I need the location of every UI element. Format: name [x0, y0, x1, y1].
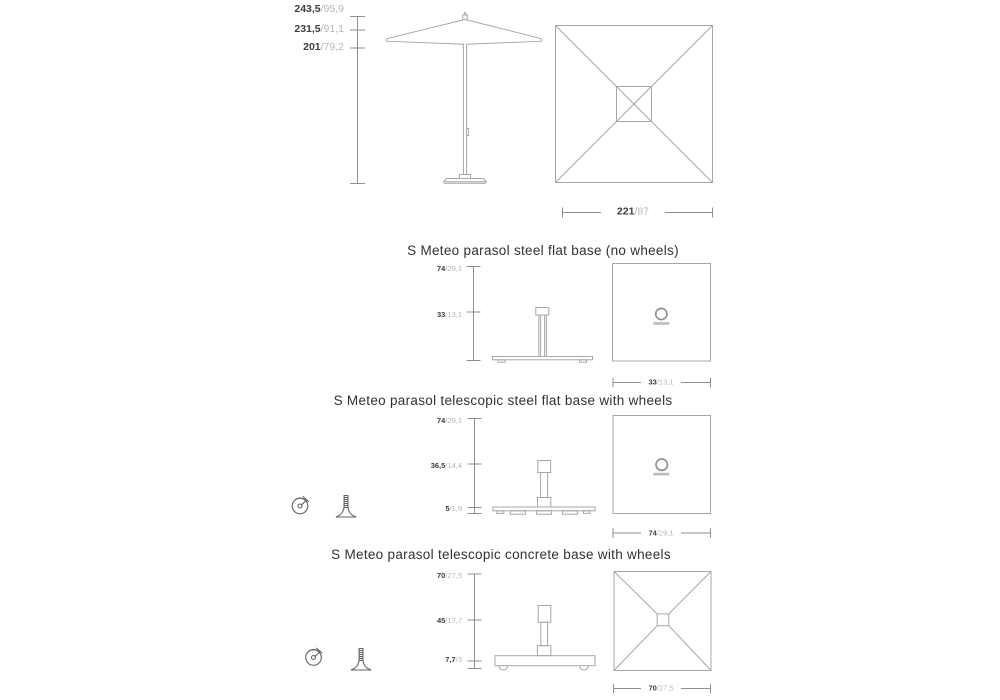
foot-pedal-icon	[336, 496, 356, 518]
base-dimension-label: 74/29,1	[436, 264, 462, 273]
parasol-height-dimension-line	[350, 17, 365, 184]
height-dimension-label: 243,5/95,9	[294, 3, 344, 15]
section2-height-dimension-line	[468, 419, 482, 514]
section3-height-dimension-line	[468, 574, 482, 669]
section1-height-dimension-line	[467, 267, 481, 361]
section1-base-side-view	[493, 308, 593, 363]
base-width-label: 33/13,1	[648, 377, 674, 387]
base-dimension-label: 45/17,7	[436, 616, 462, 625]
section-title: S Meteo parasol telescopic concrete base with wheels	[331, 547, 671, 562]
base-dimension-label: 74/29,1	[436, 416, 462, 425]
caster-wheel-icon	[292, 496, 309, 513]
section-title: S Meteo parasol telescopic steel flat base with wheels	[333, 393, 673, 408]
section3-base-top-view	[614, 572, 711, 671]
pole-socket-icon	[656, 459, 667, 470]
section2-base-side-view	[493, 461, 595, 515]
base-dimension-label: 5/1,9	[445, 503, 462, 513]
base-dimension-label: 36,5/14,4	[430, 461, 462, 470]
pole-socket-icon	[656, 308, 667, 319]
height-dimension-label: 231,5/91,1	[294, 23, 344, 35]
caster-wheel-icon	[306, 648, 323, 665]
height-dimension-label: 201/79,2	[303, 41, 344, 53]
section3-base-side-view	[495, 606, 595, 671]
canopy-top-view	[556, 26, 713, 183]
foot-pedal-icon	[351, 649, 371, 671]
section2-base-top-view	[613, 416, 711, 514]
base-width-label: 70/27,5	[648, 683, 674, 693]
base-width-label: 74/29,1	[648, 528, 674, 538]
base-dimension-label: 33/13,1	[436, 310, 462, 319]
parasol-side-view	[387, 13, 542, 184]
canopy-width-label: 221/87	[616, 205, 650, 218]
base-dimension-label: 7,7/3	[445, 655, 462, 664]
section1-base-top-view	[613, 264, 711, 362]
section-title: S Meteo parasol steel flat base (no wheels)	[407, 243, 679, 258]
base-dimension-label: 70/27,5	[436, 570, 462, 580]
